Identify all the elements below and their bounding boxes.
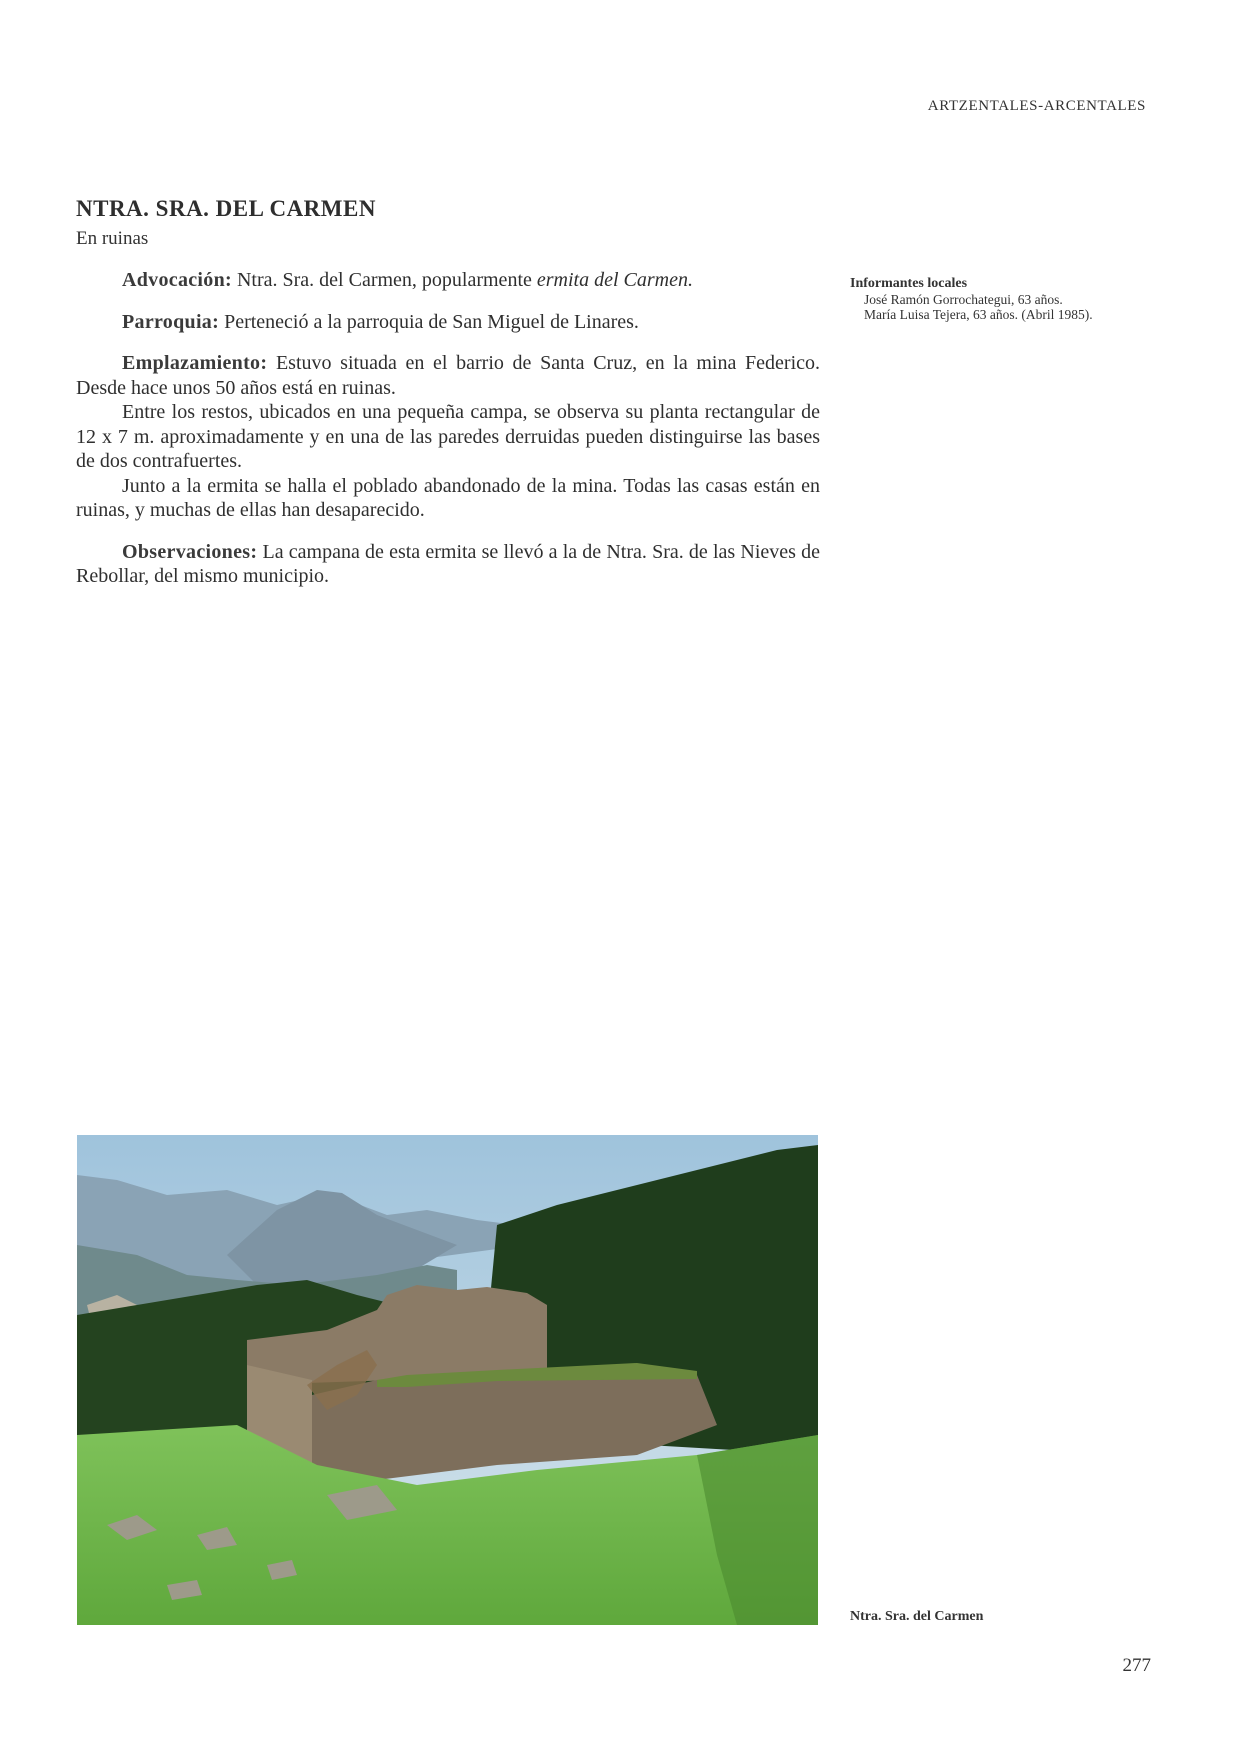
entry-status: En ruinas: [76, 228, 149, 249]
entry-title: NTRA. SRA. DEL CARMEN: [76, 196, 376, 221]
informant-1: José Ramón Gorrochategui, 63 años.: [864, 291, 1063, 307]
page-number: 277: [1122, 1655, 1151, 1676]
advocacion-label: Advocación:: [122, 269, 232, 291]
observaciones-label: Observaciones:: [122, 540, 258, 563]
observaciones-text: La campana de esta ermita se llevó a la de Ntra. Sra. de las Nieves de Rebollar, del mismo municipio.: [76, 540, 820, 587]
emplazamiento-paragraph: [76, 351, 820, 400]
emplazamiento-paragraph-3: Junto a la ermita se halla el poblado abandonado de la mina. Todas las casas están en ruinas, y muchas de ellas han desaparecido.: [76, 474, 820, 521]
emplazamiento-paragraph-2: Entre los restos, ubicados en una pequeña campa, se observa su planta rectangular de 12 x 7 m. aproximadamente y en una de las paredes derruidas pueden distinguirse las bases de dos contrafuertes.: [76, 401, 820, 472]
running-head: ARTZENTALES-ARCENTALES: [927, 98, 1146, 114]
parroquia-text: Perteneció a la parroquia de San Miguel de Linares.: [219, 310, 639, 333]
hermitage-ruins-photo: [77, 1135, 818, 1625]
emplazamiento-text: Estuvo situada en el barrio de Santa Cruz, en la mina Federico. Desde hace unos 50 años está en ruinas.: [76, 352, 820, 399]
advocacion-emphasis: ermita del Carmen.: [536, 269, 693, 291]
parroquia-label: Parroquia:: [122, 310, 220, 333]
observaciones-paragraph: [76, 540, 820, 589]
parroquia-paragraph: [76, 310, 820, 335]
sidebar-informants: [850, 276, 1160, 323]
emplazamiento-label: Emplazamiento:: [122, 352, 268, 374]
advocacion-text: Ntra. Sra. del Carmen, popularmente: [231, 269, 537, 291]
figure-caption: Ntra. Sra. del Carmen: [850, 1609, 984, 1624]
advocacion-paragraph: [76, 268, 820, 293]
sidebar-heading: Informantes locales: [850, 276, 968, 291]
informant-2: María Luisa Tejera, 63 años. (Abril 1985).: [864, 307, 1093, 322]
main-text: [76, 268, 820, 589]
